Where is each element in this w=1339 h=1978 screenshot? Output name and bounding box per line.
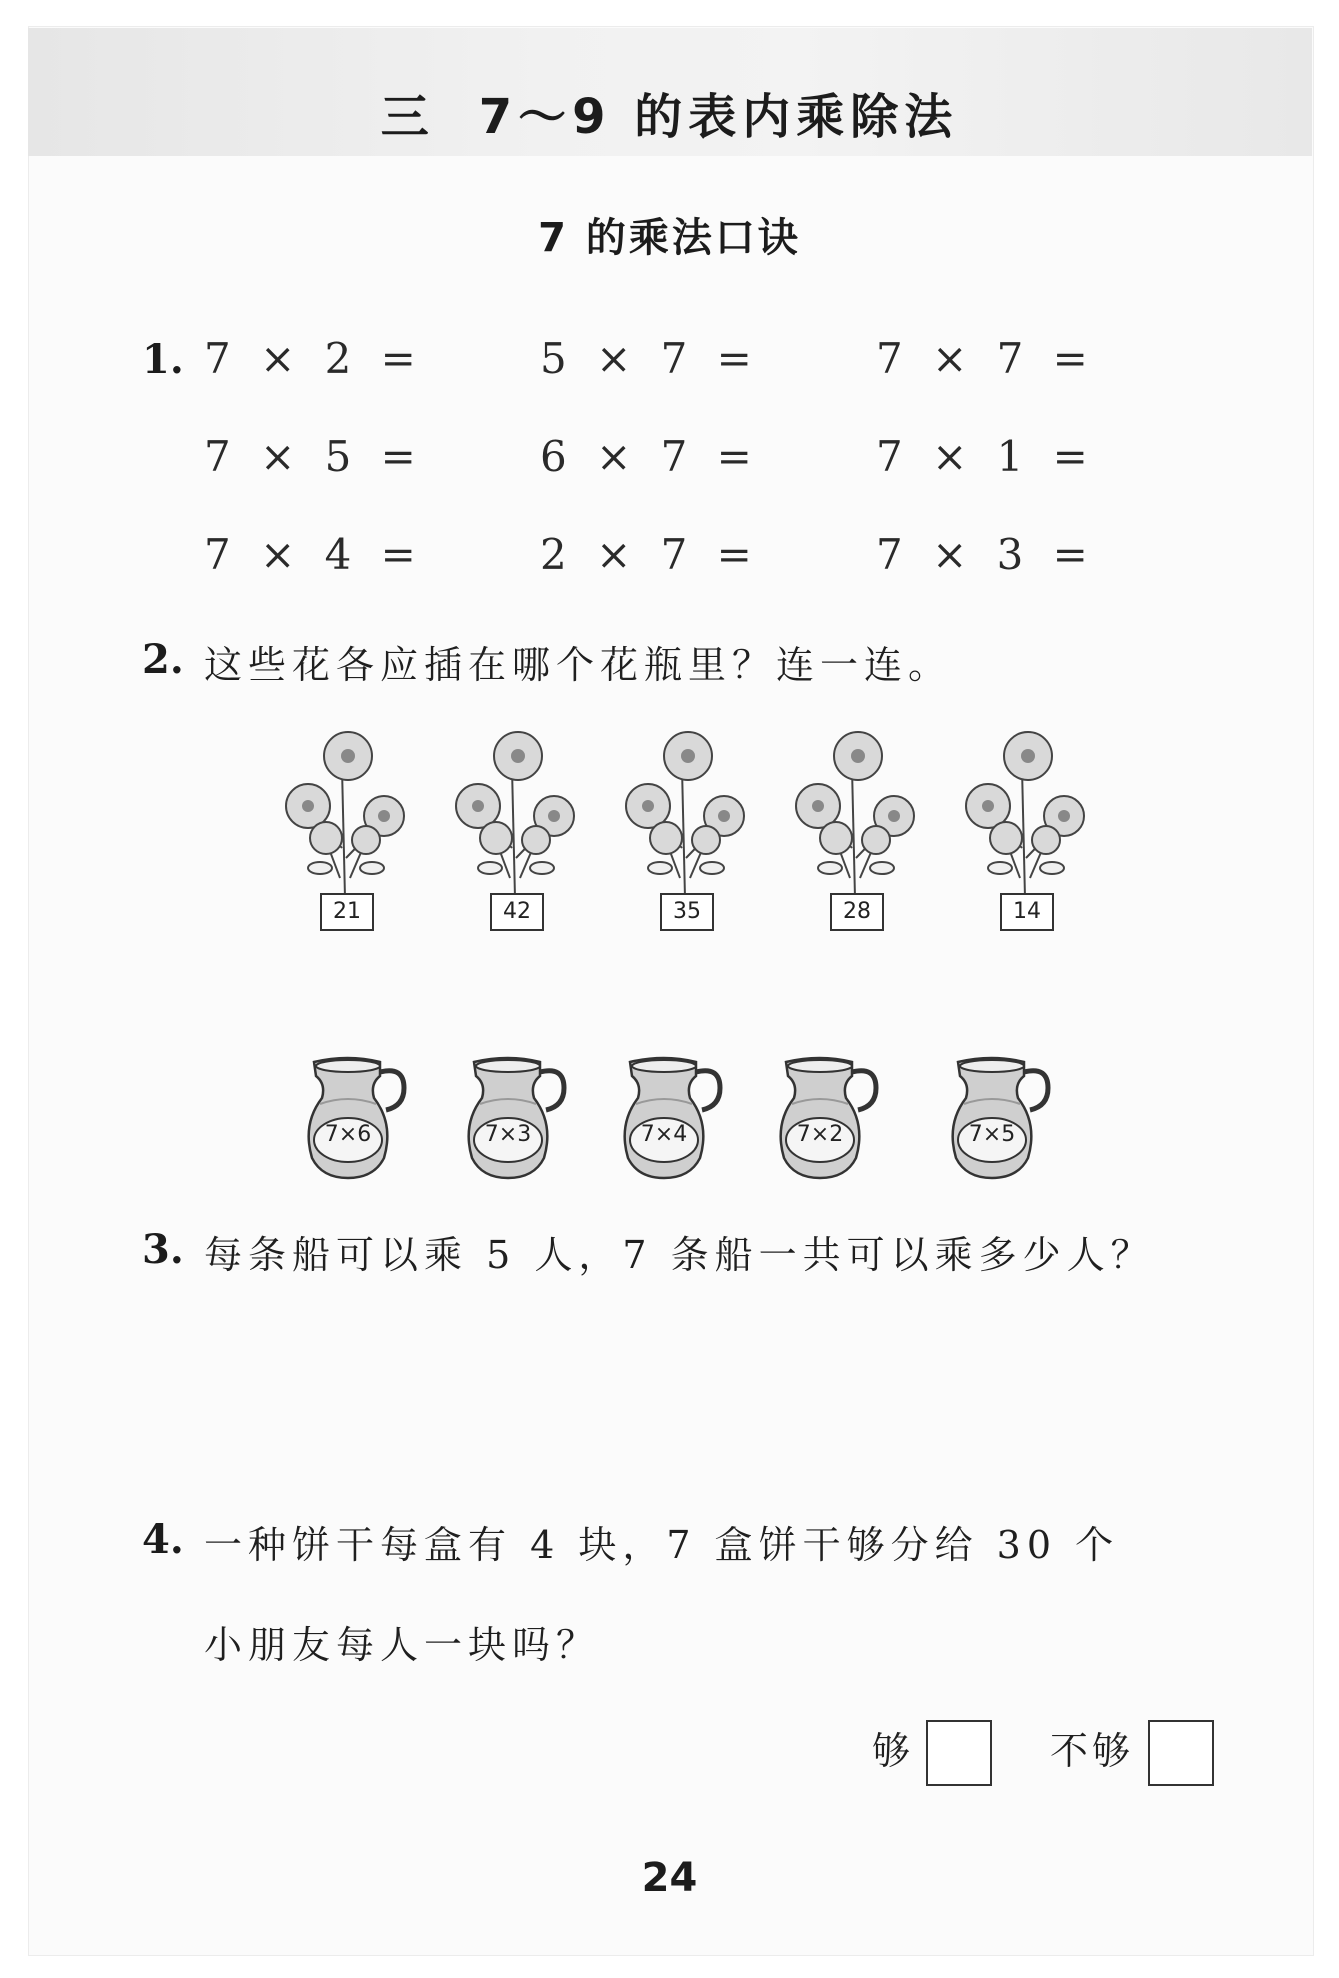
equation-r3c1: 7 × 4 = — [204, 530, 424, 579]
vase-5[interactable] — [944, 1054, 1054, 1184]
question-4-text-line2: 小朋友每人一块吗？ — [204, 1623, 601, 1667]
chapter-prefix: 三 — [380, 89, 435, 145]
vase-expression-label: 7×6 — [324, 1122, 372, 1147]
option-not-enough-checkbox[interactable] — [1148, 1720, 1214, 1786]
flower-icon — [960, 728, 1090, 898]
vase-expression-label: 7×5 — [968, 1122, 1016, 1147]
flower-4[interactable] — [790, 728, 920, 928]
question-4-number: 4. — [142, 1516, 184, 1563]
vase-4[interactable] — [772, 1054, 882, 1184]
vase-expression-label: 7×4 — [640, 1122, 688, 1147]
question-3-text: 每条船可以乘 5 人，7 条船一共可以乘多少人？ — [204, 1233, 1155, 1277]
equation-r3c3: 7 × 3 = — [876, 530, 1096, 579]
option-not-enough-label: 不够 — [1050, 1729, 1135, 1773]
jug-icon — [616, 1054, 726, 1184]
flower-number-label: 14 — [1000, 893, 1054, 931]
equation-r1c3: 7 × 7 = — [876, 334, 1096, 383]
flower-2[interactable] — [450, 728, 580, 928]
question-4-text-line1: 一种饼干每盒有 4 块，7 盒饼干够分给 30 个 — [204, 1523, 1120, 1567]
vase-3[interactable] — [616, 1054, 726, 1184]
question-1-number: 1. — [142, 336, 184, 383]
flower-number-label: 28 — [830, 893, 884, 931]
option-enough-checkbox[interactable] — [926, 1720, 992, 1786]
chapter-title — [0, 78, 1339, 147]
flower-icon — [280, 728, 410, 898]
chapter-heading: 7～9 的表内乘除法 — [478, 89, 959, 145]
page-number: 24 — [641, 1855, 698, 1901]
vase-expression-label: 7×2 — [796, 1122, 844, 1147]
flower-icon — [790, 728, 920, 898]
flower-number-label: 42 — [490, 893, 544, 931]
vase-2[interactable] — [460, 1054, 570, 1184]
equation-r2c1: 7 × 5 = — [204, 432, 424, 481]
flower-5[interactable] — [960, 728, 1090, 928]
equation-r3c2: 2 × 7 = — [540, 530, 760, 579]
jug-icon — [460, 1054, 570, 1184]
flower-number-label: 35 — [660, 893, 714, 931]
section-title: 7 的乘法口诀 — [538, 215, 801, 261]
equation-r1c1: 7 × 2 = — [204, 334, 424, 383]
question-2-text: 这些花各应插在哪个花瓶里？连一连。 — [204, 643, 953, 687]
flower-3[interactable] — [620, 728, 750, 928]
flower-1[interactable] — [280, 728, 410, 928]
equation-r2c3: 7 × 1 = — [876, 432, 1096, 481]
question-3-number: 3. — [142, 1226, 184, 1273]
question-2-number: 2. — [142, 636, 184, 683]
jug-icon — [300, 1054, 410, 1184]
option-enough-label: 够 — [872, 1729, 915, 1773]
vase-expression-label: 7×3 — [484, 1122, 532, 1147]
equation-r2c2: 6 × 7 = — [540, 432, 760, 481]
flower-number-label: 21 — [320, 893, 374, 931]
jug-icon — [772, 1054, 882, 1184]
flower-icon — [450, 728, 580, 898]
flower-icon — [620, 728, 750, 898]
jug-icon — [944, 1054, 1054, 1184]
equation-r1c2: 5 × 7 = — [540, 334, 760, 383]
vase-1[interactable] — [300, 1054, 410, 1184]
